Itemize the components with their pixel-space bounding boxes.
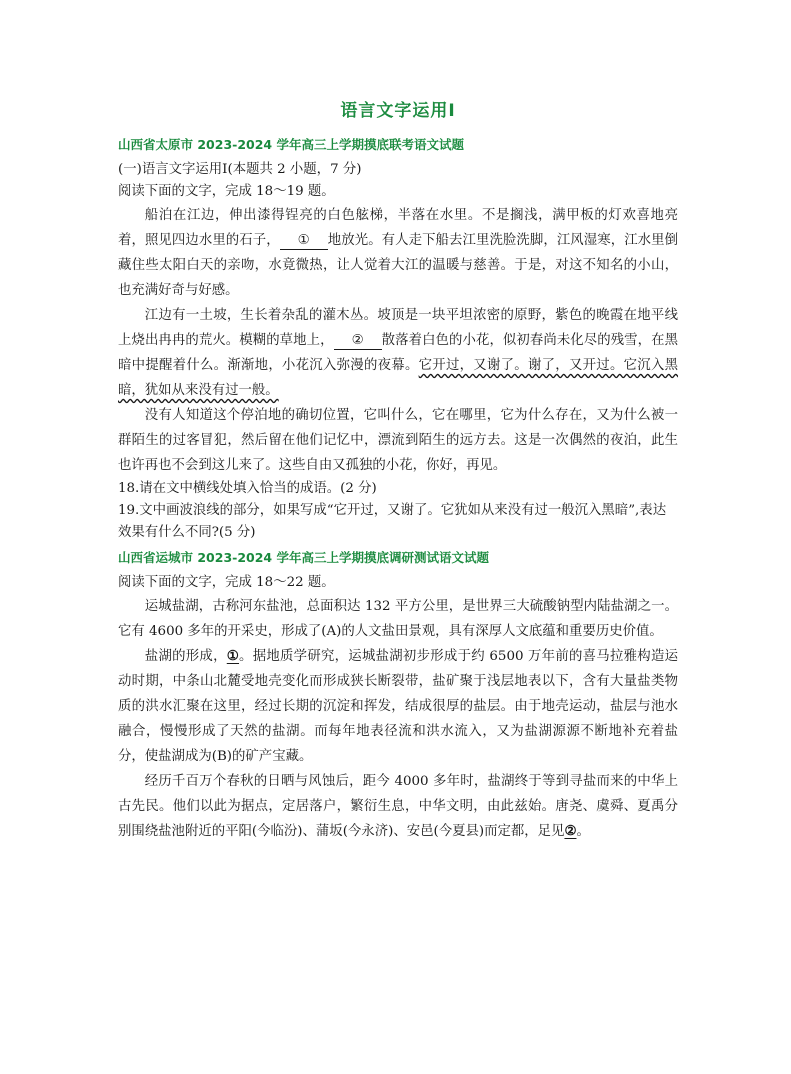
- paragraph-text: 。: [576, 824, 590, 839]
- source-yuncheng: 山西省运城市 2023-2024 学年高三上学期摸底调研测试语文试题: [118, 550, 489, 565]
- passage2-paragraph-1: 运城盐湖，古称河东盐池，总面积达 132 平方公里，是世界三大硫酸钠型内陆盐湖之一。它有 4600 多年的开采史，形成了(A)的人文盐田景观，具有深厚人文底蕴和重要历史价值。: [118, 599, 678, 639]
- paragraph-text: 盐湖的形成，: [144, 649, 227, 664]
- passage-paragraph-2: [118, 303, 678, 403]
- passage2-paragraph-3: [118, 769, 678, 844]
- paragraph-text: 江边有一土坡，生长着杂乱的灌木丛。坡顶是一块平坦浓密的原野，紫色的晚霞在地平线上烧出冉冉的荒火。模糊的草地上，: [118, 308, 678, 348]
- blank-1: ①: [280, 233, 328, 250]
- reading-instruction-2: 阅读下面的文字，完成 18～22 题。: [118, 575, 335, 590]
- paragraph-text: 经历千百万个春秋的日晒与风蚀后，距今 4000 多年时，盐湖终于等到寻盐而来的中华上古先民。他们以此为据点，定居落户，繁衍生息，中华文明，由此兹始。唐尧、虞舜、夏禹分别围绕盐池附近的平阳(今临汾)、蒲坂(今永济)、安邑(今夏县)而定都，足见: [118, 774, 678, 839]
- section-heading: (一)语言文字运用Ⅰ(本题共 2 小题，7 分): [118, 162, 362, 177]
- paragraph-text: 船泊在江边，伸出漆得锃亮的白色舷梯，半落在水里。不是搁浅，满甲板的灯欢喜地亮着，照见四边水里的石子，: [118, 208, 678, 248]
- blank-2: ②: [334, 333, 382, 350]
- question-18: 18.请在文中横线处填入恰当的成语。(2 分): [118, 481, 377, 496]
- passage2-paragraph-2: [118, 644, 678, 769]
- blank-marker-1: ①: [226, 648, 240, 664]
- document-content: [118, 96, 678, 844]
- blank-marker-2: ②: [564, 823, 577, 839]
- source-taiyuan: 山西省太原市 2023-2024 学年高三上学期摸底联考语文试题: [118, 137, 464, 152]
- paragraph-text: 地放光。有人走下船去江里洗脸洗脚，江风湿寒，江水里倒藏住些太阳白天的亲吻，水竟微热，让人觉着大江的温暖与慈善。于是，对这不知名的小山，也充满好奇与好感。: [118, 233, 679, 298]
- question-19: 19.文中画波浪线的部分，如果写成“它开过，又谢了。它犹如从来没有过一般沉入黑暗”,表达效果有什么不同?(5 分): [118, 503, 667, 540]
- passage-paragraph-1: [118, 203, 678, 303]
- wavy-underlined-text: 它开过，又谢了。谢了，又开过。它沉入黑暗，犹如从来没有过一般。: [118, 358, 679, 398]
- paragraph-text: 。据地质学研究，运城盐湖初步形成于约 6500 万年前的喜马拉雅构造运动时期，中条山北麓受地壳变化而形成狭长断裂带，盐矿聚于浅层地表以下，含有大量盐类物质的洪水汇聚在这里，经过长期的沉淀和挥发，结成很厚的盐层。由于地壳运动，盐层与池水融合，慢慢形成了天然的盐湖。而每年地表径流和洪水流入，又为盐湖源源不断地补充着盐分，使盐湖成为(B)的矿产宝藏。: [118, 649, 678, 764]
- document-title: 语言文字运用Ⅰ: [340, 101, 456, 121]
- reading-instruction: 阅读下面的文字，完成 18～19 题。: [118, 184, 335, 199]
- passage-paragraph-3: 没有人知道这个停泊地的确切位置，它叫什么，它在哪里，它为什么存在，又为什么被一群陌生的过客冒犯，然后留在他们记忆中，漂流到陌生的远方去。这是一次偶然的夜泊，此生也许再也不会到这儿来了。这些自由又孤独的小花，你好，再见。: [118, 408, 678, 473]
- paragraph-text: 散落着白色的小花，似初春尚未化尽的残雪，在黑暗中提醒着什么。渐渐地，小花沉入弥漫的夜幕。: [118, 333, 678, 373]
